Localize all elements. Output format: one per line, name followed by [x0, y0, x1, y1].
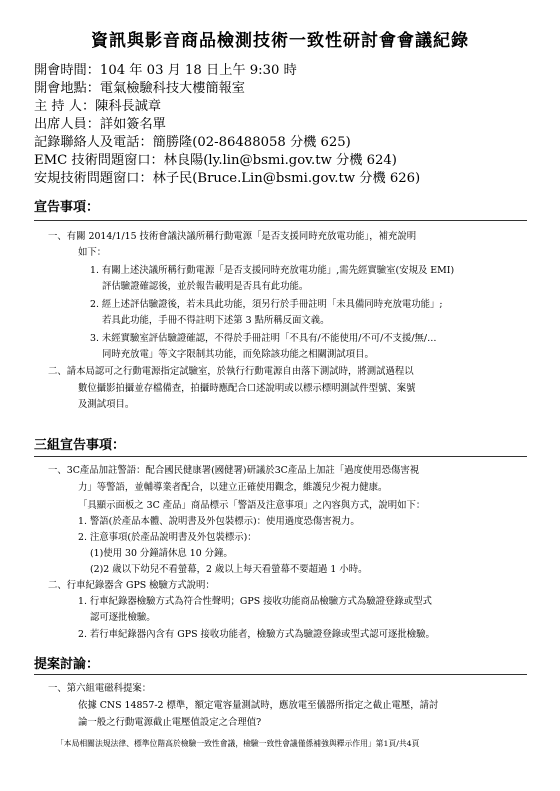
- group3-line: 1. 警語(於產品本體、說明書及外包裝標示)：使用過度恐傷害視力。: [78, 516, 360, 527]
- page-footer: 「本局相關法規法律、標準位階高於檢驗一致性會議，檢驗一致性會議僅係補強與釋示作用」第1頁/共4頁: [56, 739, 420, 748]
- proposal-line: 論一般之行動電源截止電壓值設定之合理值?: [78, 717, 262, 728]
- announcement-line: 同時充放電」等文字限制其功能，而免除該功能之相關測試項目。: [102, 349, 374, 360]
- proposal-line: 一、第六組電磁科提案：: [48, 683, 152, 694]
- group3-line: 認可逐批檢驗。: [90, 612, 156, 623]
- announcement-line: 3. 未經實驗室評估驗證確認，不得於手冊註明「不具有/不能使用/不可/不支援/無/…: [90, 333, 437, 344]
- meeting-attendees: 出席人員：詳如簽名單: [34, 117, 166, 132]
- announcement-line: 數位攝影拍攝並存檔備查，拍攝時應配合口述說明或以標示標明測試件型號、案號: [78, 383, 416, 394]
- section-heading-announcements: 宣告事項：: [34, 200, 100, 215]
- group3-line: 2. 若行車紀錄器內含有 GPS 接收功能者，檢驗方式為驗證登錄或型式認可逐批檢驗。: [78, 629, 435, 640]
- recorder-contact: 記錄聯絡人及電話：簡勝隆(02-86488058 分機 625): [34, 135, 351, 150]
- group3-line: 力」等警語，並輔導業者配合，以建立正確使用觀念，維護兒少視力健康。: [78, 482, 388, 493]
- document-title: 資訊與影音商品檢測技術一致性研討會會議紀錄: [91, 31, 469, 51]
- safety-contact: 安規技術問題窗口：林子民(Bruce.Lin@bsmi.gov.tw 分機 626): [34, 171, 421, 186]
- announcement-line: 1. 有關上述決議所稱行動電源「是否支援同時充放電功能」,需先經實驗室(安規及 EMI): [90, 265, 455, 276]
- announcement-line: 一、有關 2014/1/15 技術會議決議所稱行動電源「是否支援同時充放電功能」，補充說明: [48, 231, 417, 242]
- group3-line: 1. 行車紀錄器檢驗方式為符合性聲明；GPS 接收功能商品檢驗方式為驗證登錄或型式: [78, 596, 432, 607]
- announcement-line: 如下：: [78, 247, 107, 258]
- section-heading-proposals: 提案討論：: [34, 657, 100, 672]
- announcement-line: 二、請本局認可之行動電源指定試驗室，於執行行動電源自由落下測試時，將測試過程以: [48, 366, 414, 377]
- meeting-info: [34, 62, 534, 188]
- announcement-line: 及測試項目。: [78, 399, 135, 410]
- announcement-line: 2. 經上述評估驗證後，若未具此功能，須另行於手冊註明「未具備同時充放電功能」;: [90, 299, 443, 310]
- group3-line: 一、3C產品加註警語：配合國民健康署(國健署)研議於3C產品上加註「過度使用恐傷害視: [48, 465, 420, 476]
- meeting-time: 開會時間：104 年 03 月 18 日上午 9:30 時: [34, 63, 297, 78]
- section-divider: [34, 220, 527, 221]
- meeting-chair: 主 持 人：陳科長誠章: [34, 99, 162, 114]
- announcement-line: 評估驗證確認後，並於報告載明是否具有此功能。: [102, 281, 309, 292]
- section-divider: [34, 674, 527, 675]
- group3-line: (2)2 歲以下幼兒不看螢幕，2 歲以上每天看螢幕不要超過 1 小時。: [90, 564, 368, 575]
- group3-line: 2. 注意事項(於產品說明書及外包裝標示)：: [78, 532, 257, 543]
- group3-line: (1)使用 30 分鐘請休息 10 分鐘。: [90, 548, 233, 559]
- group3-line: 「具顯示面板之 3C 產品」商品標示「警語及注意事項」之內容與方式，說明如下：: [78, 500, 426, 511]
- section-divider: [34, 456, 527, 457]
- announcement-line: 若具此功能，手冊不得註明下述第 3 點所稱反面文義。: [102, 315, 330, 326]
- emc-contact: EMC 技術問題窗口：林良陽(ly.lin@bsmi.gov.tw 分機 624): [34, 153, 397, 168]
- section-heading-group3: 三組宣告事項：: [34, 438, 126, 453]
- proposal-line: 依據 CNS 14857-2 標準，額定電容量測試時，應放電至儀器所指定之截止電壓，請討: [78, 700, 439, 711]
- meeting-location: 開會地點：電氣檢驗科技大樓簡報室: [34, 81, 245, 96]
- group3-line: 二、行車紀錄器含 GPS 檢驗方式說明：: [48, 580, 215, 591]
